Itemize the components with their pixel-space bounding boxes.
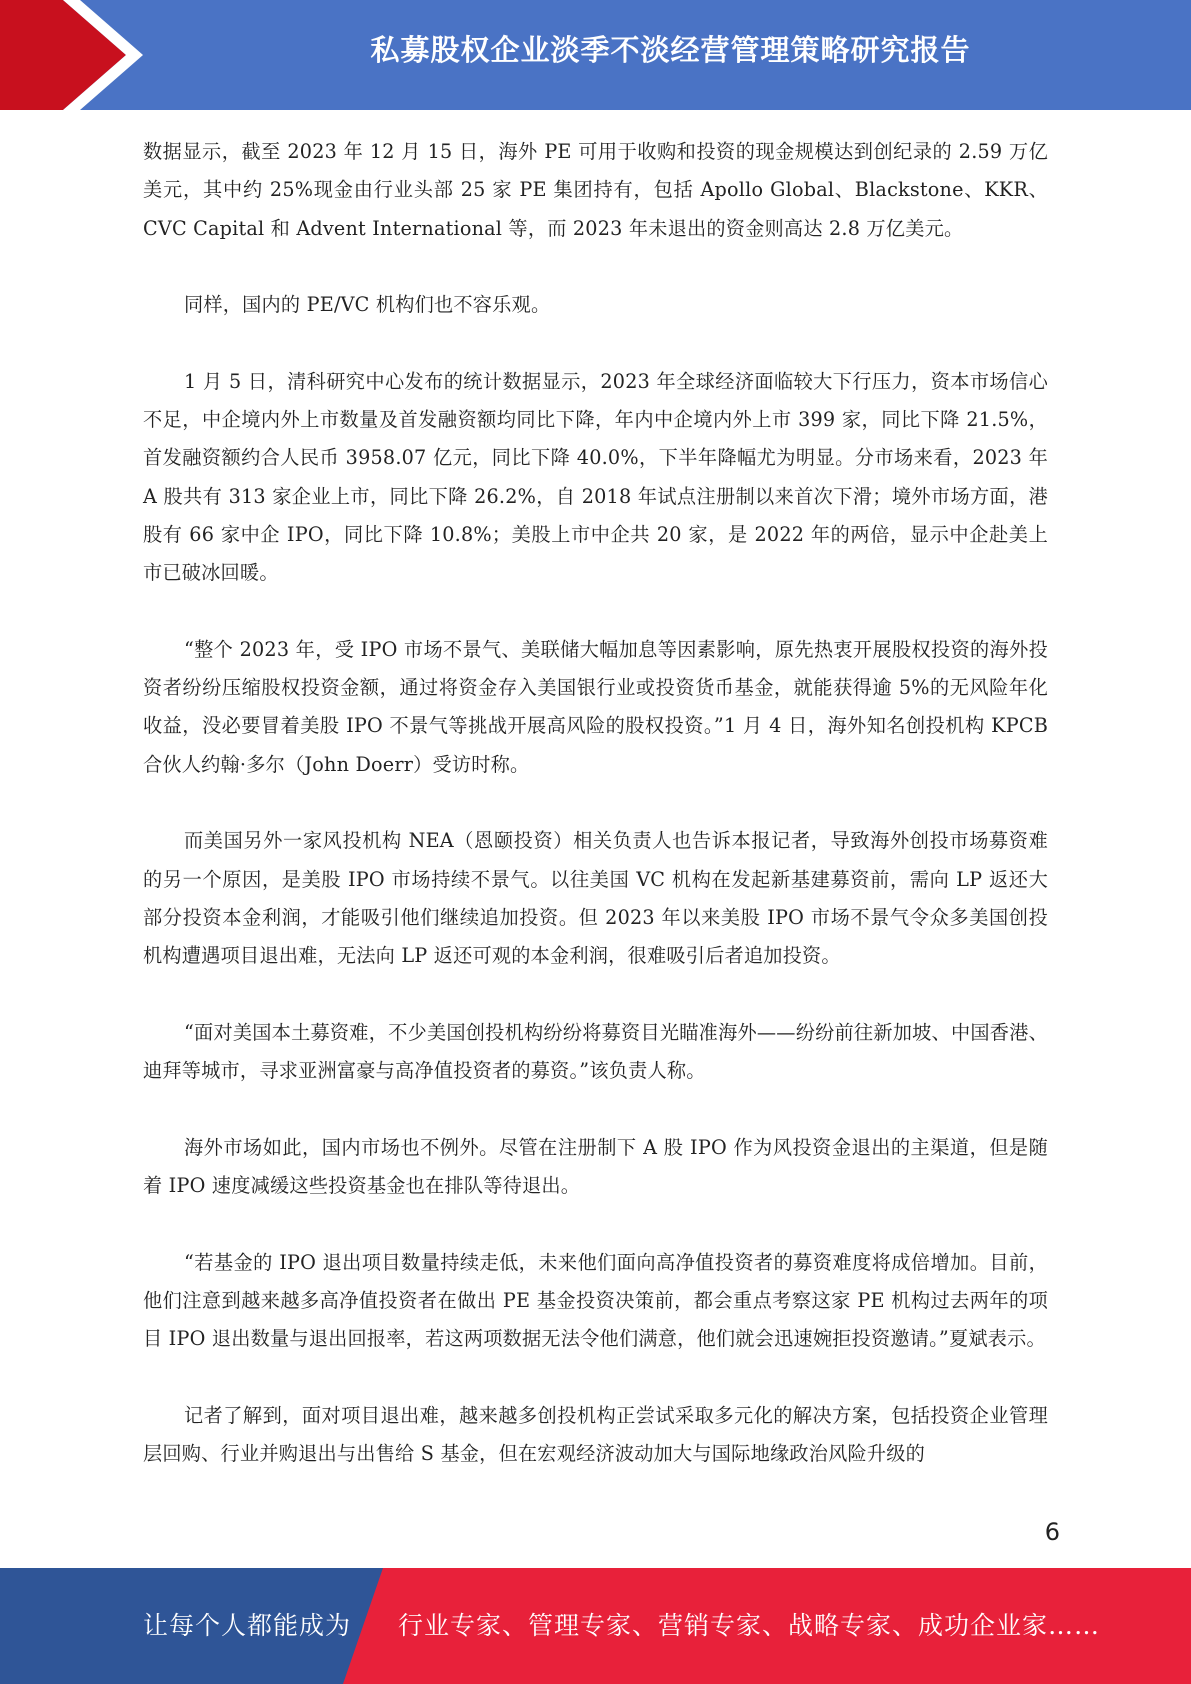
footer-slogan-roles: 行业专家、管理专家、营销专家、战略专家、成功企业家……: [398, 1611, 1101, 1640]
paragraph: 数据显示，截至 2023 年 12 月 15 日，海外 PE 可用于收购和投资的现金规模达到创纪录的 2.59 万亿美元，其中约 25%现金由行业头部 25 家 PE 集团持有，包括 Apollo Global、Blackstone、KKR、CVC Capital 和 Advent International 等，而 2023 年未退出的资金则高达 2.8 万亿美元。: [143, 140, 1048, 240]
paragraph: “面对美国本土募资难，不少美国创投机构纷纷将募资目光瞄准海外——纷纷前往新加坡、中国香港、迪拜等城市，寻求亚洲富豪与高净值投资者的募资。”该负责人称。: [143, 1020, 1048, 1083]
paragraph: 海外市场如此，国内市场也不例外。尽管在注册制下 A 股 IPO 作为风投资金退出的主渠道，但是随着 IPO 速度减缓这些投资基金也在排队等待退出。: [143, 1135, 1048, 1198]
paragraph: 同样，国内的 PE/VC 机构们也不容乐观。: [184, 293, 551, 317]
header-red-chevron: [0, 0, 126, 110]
body-text: [143, 133, 1048, 1512]
paragraph: 记者了解到，面对项目退出难，越来越多创投机构正尝试采取多元化的解决方案，包括投资企业管理层回购、行业并购退出与出售给 S 基金，但在宏观经济波动加大与国际地缘政治风险升级的: [143, 1403, 1048, 1466]
page-footer: [0, 1568, 1191, 1684]
paragraph: “整个 2023 年，受 IPO 市场不景气、美联储大幅加息等因素影响，原先热衷开展股权投资的海外投资者纷纷压缩股权投资金额，通过将资金存入美国银行业或投资货币基金，就能获得逾 5%的无风险年化收益，没必要冒着美股 IPO 不景气等挑战开展高风险的股权投资。”1 月 4 日，海外知名创投机构 KPCB 合伙人约翰·多尔（John Doerr）受访时称。: [143, 637, 1048, 776]
paragraph: 1 月 5 日，清科研究中心发布的统计数据显示，2023 年全球经济面临较大下行压力，资本市场信心不足，中企境内外上市数量及首发融资额均同比下降，年内中企境内外上市 399 家，同比下降 21.5%，首发融资额约合人民币 3958.07 亿元，同比下降 40.0%，下半年降幅尤为明显。分市场来看，2023 年 A 股共有 313 家企业上市，同比下降 26.2%，自 2018 年试点注册制以来首次下滑；境外市场方面，港股有 66 家中企 IPO，同比下降 10.8%；美股上市中企共 20 家，是 2022 年的两倍，显示中企赴美上市已破冰回暖。: [143, 369, 1048, 585]
page-header: [0, 0, 1191, 110]
footer-slogan-lead: 让每个人都能成为: [143, 1611, 352, 1640]
page-number: 6: [1044, 1518, 1060, 1546]
paragraph: 而美国另外一家风投机构 NEA（恩颐投资）相关负责人也告诉本报记者，导致海外创投市场募资难的另一个原因，是美股 IPO 市场持续不景气。以往美国 VC 机构在发起新基建募资前，需向 LP 返还大部分投资本金利润，才能吸引他们继续追加投资。但 2023 年以来美股 IPO 市场不景气令众多美国创投机构遭遇项目退出难，无法向 LP 返还可观的本金利润，很难吸引后者追加投资。: [143, 829, 1048, 968]
report-title: 私募股权企业淡季不淡经营管理策略研究报告: [370, 33, 971, 67]
paragraph: “若基金的 IPO 退出项目数量持续走低，未来他们面向高净值投资者的募资难度将成倍增加。目前，他们注意到越来越多高净值投资者在做出 PE 基金投资决策前，都会重点考察这家 PE 机构过去两年的项目 IPO 退出数量与退出回报率，若这两项数据无法令他们满意，他们就会迅速婉拒投资邀请。”夏斌表示。: [143, 1250, 1048, 1351]
